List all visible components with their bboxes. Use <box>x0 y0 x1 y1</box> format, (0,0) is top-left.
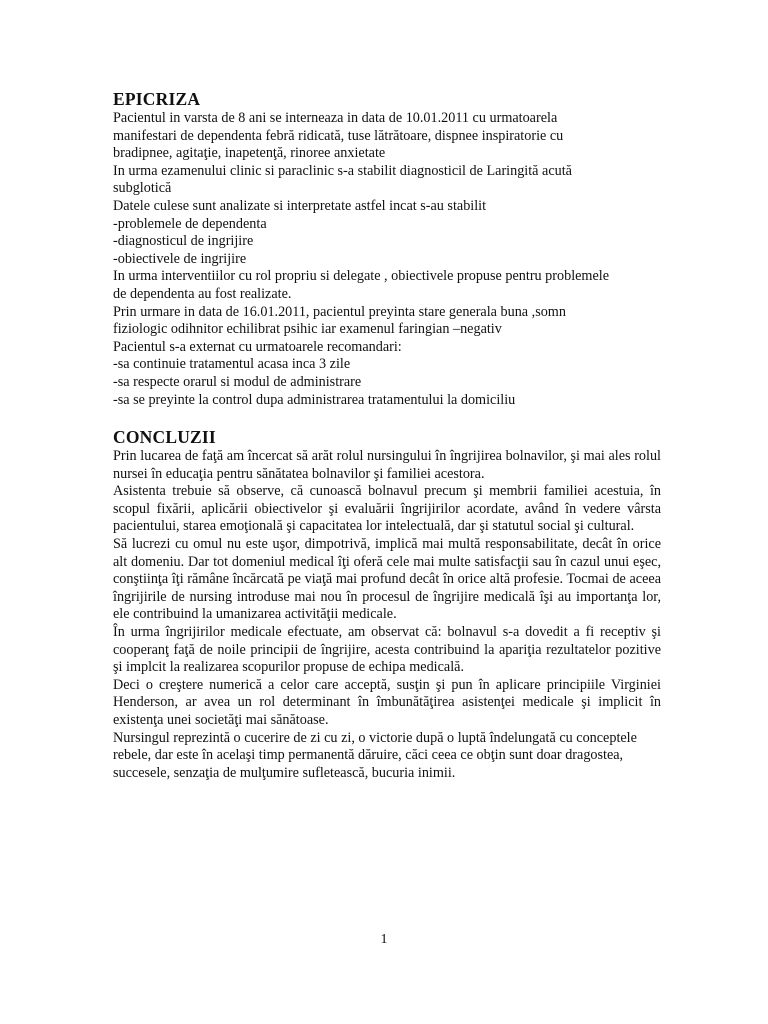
concluzii-paragraph: În urma îngrijirilor medicale efectuate, am observat că: bolnavul s-a dovedit a fi receptiv şi cooperanţ faţă de noile principii de îngrijire, acesta contribuind la apariţia rezultatelor pozitive şi implcit la realizarea scopurilor propuse de echipa medicală. <box>113 624 661 676</box>
epicriza-line: -sa continuie tratamentul acasa inca 3 zile <box>113 356 351 373</box>
concluzii-paragraph: Asistenta trebuie să observe, că cunoască bolnavul precum şi membrii familiei acestuia, în scopul fixării, aplicării obiectivelor şi evaluării îngrijirilor acordate, având în vedere vârsta pacientului, starea emoţională şi capacitatea lor intelectuală, dar şi statutul social şi cultural. <box>113 483 661 535</box>
epicriza-line: In urma ezamenului clinic si paraclinic s-a stabilit diagnosticil de Laringită acută <box>113 162 572 179</box>
concluzii-paragraph: Nursingul reprezintă o cucerire de zi cu zi, o victorie după o luptă îndelungată cu conceptele rebele, dar este în acelaşi timp permanentă dăruire, căci ceea ce obţin sunt doar dragostea, succesele, senzaţia de mulţumire sufletească, bucuria inimii. <box>113 729 637 781</box>
epicriza-section <box>113 110 661 409</box>
epicriza-line: de dependenta au fost realizate. <box>113 285 292 302</box>
concluzii-paragraph: Să lucrezi cu omul nu este uşor, dimpotrivă, implică mai multă responsabilitate, decât în orice alt domeniu. Dar tot domeniul medical îţi oferă cele mai multe satisfacţii sau în cazul unui eşec, conştiinţa îţi rămâne încărcată pe viaţă mai profund decât în orice altă profesie. Tocmai de aceea îngrijirile de nursing introduse mai nou în procesul de îngrijire medicală îşi au importanţa lor, ele contribuind la umanizarea activităţii medicale. <box>113 536 661 623</box>
epicriza-line: -obiectivele de ingrijire <box>113 250 247 267</box>
concluzii-section <box>113 448 661 782</box>
document-page <box>113 88 661 782</box>
concluzii-heading: CONCLUZII <box>113 427 216 448</box>
epicriza-line: manifestari de dependenta febră ridicată, tuse lătrătoare, dispnee inspiratorie cu <box>113 127 564 144</box>
epicriza-line: bradipnee, agitaţie, inapetenţă, rinoree anxietate <box>113 145 386 162</box>
epicriza-line: -diagnosticul de ingrijire <box>113 233 254 250</box>
epicriza-line: -sa se preyinte la control dupa administrarea tratamentului la domiciliu <box>113 391 516 408</box>
epicriza-line: In urma interventiilor cu rol propriu si delegate , obiectivele propuse pentru problemele <box>113 268 610 285</box>
epicriza-line: Pacientul in varsta de 8 ani se interneaza in data de 10.01.2011 cu urmatoarela <box>113 110 558 126</box>
section-spacer <box>113 409 661 426</box>
page-number: 1 <box>380 932 388 947</box>
epicriza-line: -problemele de dependenta <box>113 215 267 232</box>
epicriza-line: Pacientul s-a externat cu urmatoarele recomandari: <box>113 338 402 355</box>
concluzii-paragraph: Prin lucarea de faţă am încercat să arăt rolul nursingului în îngrijirea bolnavilor, şi mai ales rolul nursei în educaţia pentru sănătatea bolnavilor şi familiei acestora. <box>113 448 661 482</box>
concluzii-paragraph: Deci o creştere numerică a celor care acceptă, susţin şi pun în aplicare principiile Virginiei Henderson, ar avea un rol determinant în îmbunătăţirea asistenţei medicale şi implicit în existenţa unei societăţi mai sănătoase. <box>113 676 661 728</box>
epicriza-line: -sa respecte orarul si modul de administrare <box>113 373 362 390</box>
epicriza-line: fiziologic odihnitor echilibrat psihic iar examenul faringian –negativ <box>113 321 502 338</box>
epicriza-line: Datele culese sunt analizate si interpretate astfel incat s-au stabilit <box>113 197 487 214</box>
epicriza-line: subglotică <box>113 180 172 197</box>
epicriza-heading: EPICRIZA <box>113 89 201 109</box>
epicriza-line: Prin urmare in data de 16.01.2011, pacientul preyinta stare generala buna ,somn <box>113 303 566 320</box>
